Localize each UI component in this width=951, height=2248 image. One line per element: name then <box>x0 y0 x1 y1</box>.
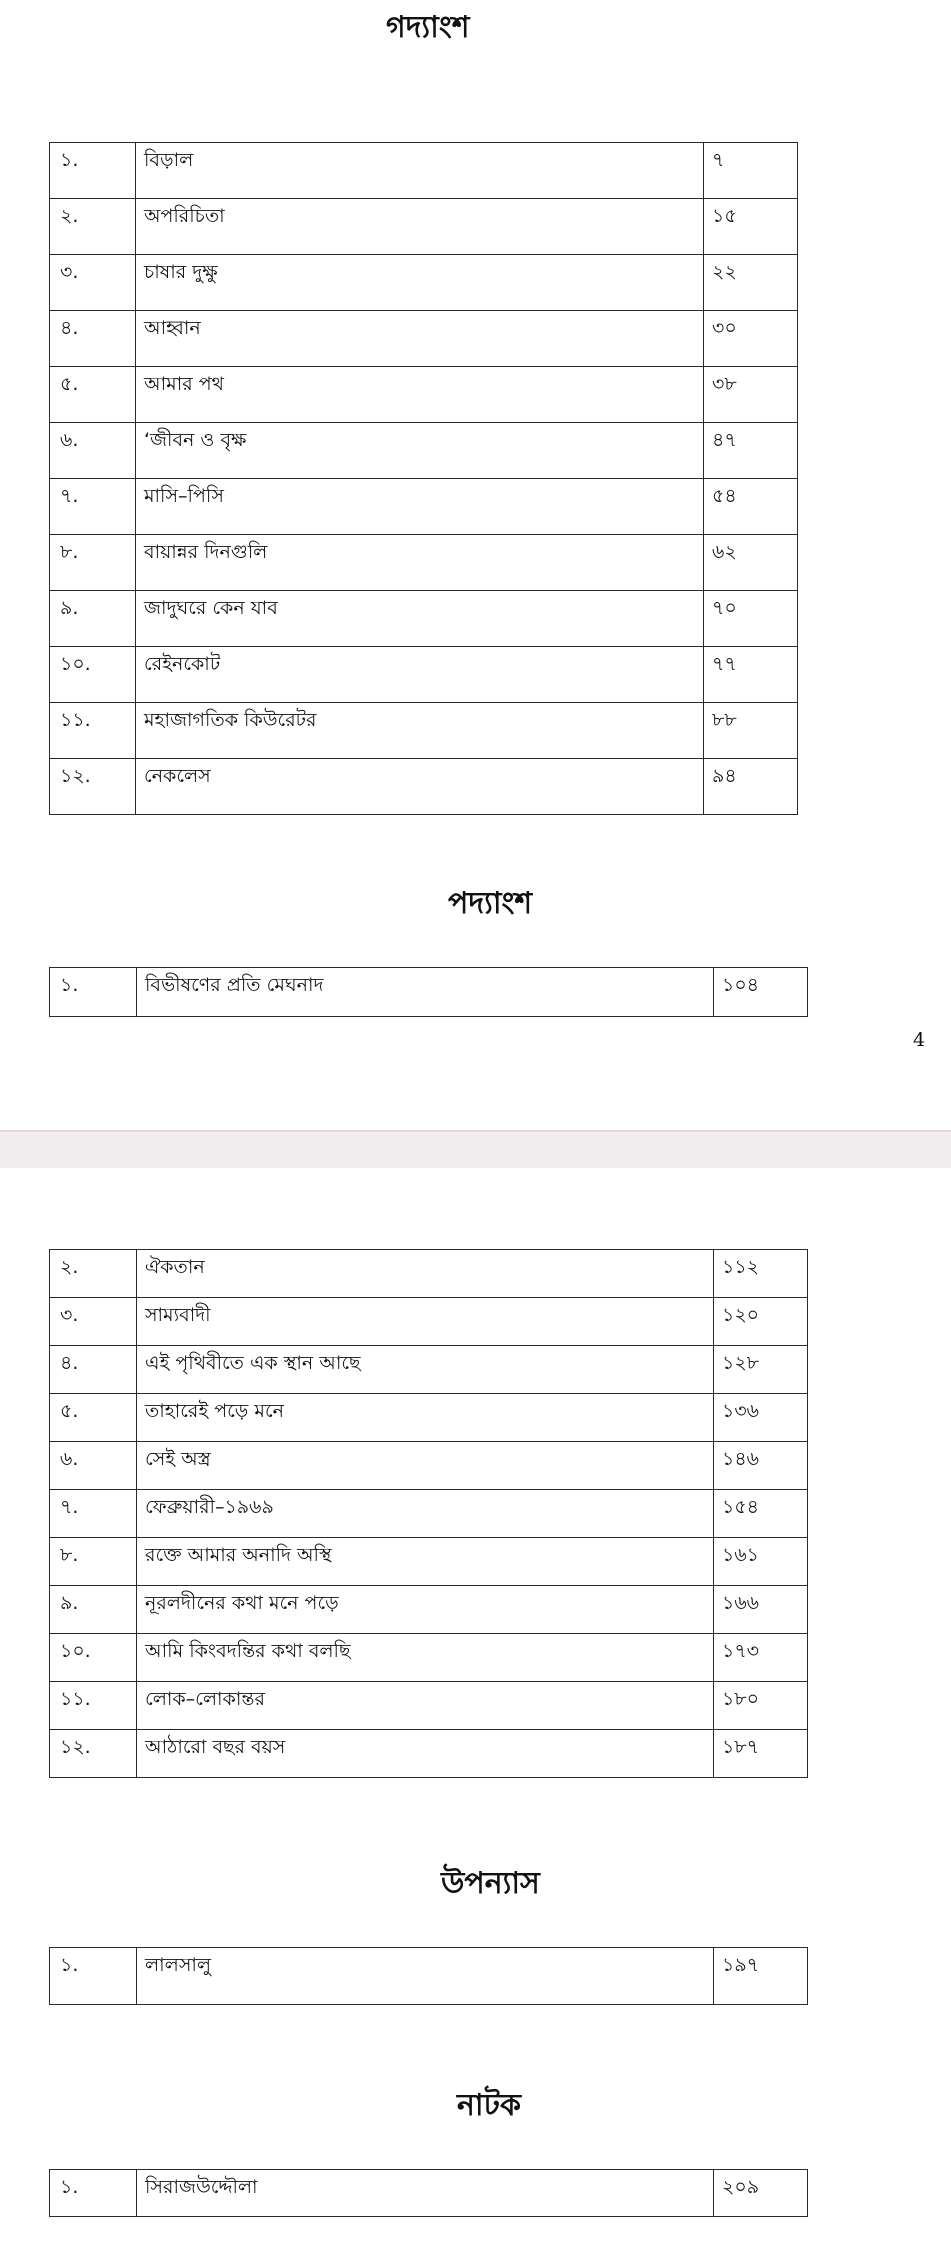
toc-entry-title: বিড়াল <box>136 143 704 199</box>
toc-entry-page: ১৫৪ <box>714 1490 808 1538</box>
toc-entry-title: মাসি–পিসি <box>136 479 704 535</box>
toc-entry-number: ১১. <box>50 1682 137 1730</box>
toc-row <box>50 1490 808 1538</box>
toc-entry-number: ১২. <box>50 1730 137 1778</box>
toc-entry-title: ঐকতান <box>137 1250 714 1298</box>
toc-entry-number: ৬. <box>50 1442 137 1490</box>
toc-entry-number: ১. <box>50 143 136 199</box>
toc-row <box>50 479 798 535</box>
toc-entry-page: ১৮০ <box>714 1682 808 1730</box>
toc-entry-number: ৫. <box>50 367 136 423</box>
toc-row <box>50 199 798 255</box>
toc-entry-page: ১৪৬ <box>714 1442 808 1490</box>
toc-entry-number: ২. <box>50 199 136 255</box>
toc-row <box>50 1346 808 1394</box>
toc-table-padyangsha-part2 <box>49 1249 808 1778</box>
toc-row <box>50 367 798 423</box>
toc-row <box>50 255 798 311</box>
toc-entry-title: লালসালু <box>137 1948 714 2005</box>
toc-entry-title: লোক–লোকান্তর <box>137 1682 714 1730</box>
toc-entry-title: ফেব্রুয়ারী–১৯৬৯ <box>137 1490 714 1538</box>
toc-row <box>50 1634 808 1682</box>
toc-row <box>50 703 798 759</box>
toc-row <box>50 535 798 591</box>
section-heading-gadyangsha: গদ্যাংশ <box>386 10 470 45</box>
toc-entry-title: সাম্যবাদী <box>137 1298 714 1346</box>
section-heading-padyangsha: পদ্যাংশ <box>448 886 533 921</box>
toc-entry-page: ৮৮ <box>704 703 798 759</box>
toc-row <box>50 647 798 703</box>
toc-row <box>50 1948 808 2005</box>
page-separator <box>0 1130 951 1168</box>
toc-entry-page: ১৯৭ <box>714 1948 808 2005</box>
toc-entry-number: ৯. <box>50 1586 137 1634</box>
toc-entry-title: আহ্বান <box>136 311 704 367</box>
toc-entry-page: ৩৮ <box>704 367 798 423</box>
toc-entry-page: ২২ <box>704 255 798 311</box>
toc-entry-page: ১৮৭ <box>714 1730 808 1778</box>
toc-entry-title: আঠারো বছর বয়স <box>137 1730 714 1778</box>
toc-entry-number: ১. <box>50 968 137 1017</box>
toc-entry-number: ৭. <box>50 1490 137 1538</box>
toc-entry-title: এই পৃথিবীতে এক স্থান আছে <box>137 1346 714 1394</box>
toc-row <box>50 423 798 479</box>
toc-entry-page: ৫৪ <box>704 479 798 535</box>
toc-entry-title: আমার পথ <box>136 367 704 423</box>
toc-entry-number: ৭. <box>50 479 136 535</box>
toc-entry-number: ৪. <box>50 311 136 367</box>
toc-entry-number: ১১. <box>50 703 136 759</box>
toc-entry-title: বায়ান্নর দিনগুলি <box>136 535 704 591</box>
toc-row <box>50 759 798 815</box>
toc-entry-page: ১৭৩ <box>714 1634 808 1682</box>
toc-row <box>50 1538 808 1586</box>
toc-entry-title: সিরাজউদ্দৌলা <box>137 2170 714 2217</box>
toc-entry-title: মহাজাগতিক কিউরেটর <box>136 703 704 759</box>
toc-entry-page: ১০৪ <box>714 968 808 1017</box>
toc-entry-number: ৪. <box>50 1346 137 1394</box>
toc-entry-page: ৩০ <box>704 311 798 367</box>
toc-entry-page: ৯৪ <box>704 759 798 815</box>
toc-entry-page: ১২৮ <box>714 1346 808 1394</box>
toc-entry-number: ২. <box>50 1250 137 1298</box>
toc-entry-page: ১২০ <box>714 1298 808 1346</box>
toc-entry-number: ১০. <box>50 647 136 703</box>
toc-entry-page: ১৩৬ <box>714 1394 808 1442</box>
toc-entry-number: ৮. <box>50 535 136 591</box>
toc-entry-number: ৫. <box>50 1394 137 1442</box>
toc-row <box>50 1730 808 1778</box>
toc-entry-title: বিভীষণের প্রতি মেঘনাদ <box>137 968 714 1017</box>
toc-entry-page: ৭৭ <box>704 647 798 703</box>
toc-entry-page: ১৬৬ <box>714 1586 808 1634</box>
toc-entry-title: জাদুঘরে কেন যাব <box>136 591 704 647</box>
toc-entry-title: রেইনকোট <box>136 647 704 703</box>
toc-entry-number: ৬. <box>50 423 136 479</box>
toc-row <box>50 1586 808 1634</box>
toc-entry-title: ‘জীবন ও বৃক্ষ <box>136 423 704 479</box>
toc-table-gadyangsha <box>49 142 798 815</box>
toc-row <box>50 1298 808 1346</box>
toc-row <box>50 1682 808 1730</box>
toc-entry-title: অপরিচিতা <box>136 199 704 255</box>
toc-table-natok <box>49 2169 808 2217</box>
toc-entry-number: ৩. <box>50 255 136 311</box>
toc-entry-title: নেকলেস <box>136 759 704 815</box>
toc-table-padyangsha-part1 <box>49 967 808 1017</box>
section-heading-upanyas: উপন্যাস <box>441 1866 540 1901</box>
section-heading-natok: নাটক <box>457 2088 521 2123</box>
toc-row <box>50 1250 808 1298</box>
toc-entry-page: ৭ <box>704 143 798 199</box>
toc-entry-title: তাহারেই পড়ে মনে <box>137 1394 714 1442</box>
toc-row <box>50 1442 808 1490</box>
toc-row <box>50 143 798 199</box>
toc-entry-number: ১. <box>50 1948 137 2005</box>
toc-row <box>50 591 798 647</box>
toc-entry-number: ৯. <box>50 591 136 647</box>
toc-entry-page: ২০৯ <box>714 2170 808 2217</box>
toc-entry-page: ১১২ <box>714 1250 808 1298</box>
toc-entry-page: ১৫ <box>704 199 798 255</box>
toc-row <box>50 2170 808 2217</box>
page-number: 4 <box>913 1029 926 1051</box>
toc-entry-title: চাষার দুক্ষু <box>136 255 704 311</box>
toc-entry-title: রক্তে আমার অনাদি অস্থি <box>137 1538 714 1586</box>
toc-entry-number: ১২. <box>50 759 136 815</box>
toc-entry-number: ৩. <box>50 1298 137 1346</box>
toc-entry-page: ৬২ <box>704 535 798 591</box>
toc-row <box>50 968 808 1017</box>
toc-entry-page: ১৬১ <box>714 1538 808 1586</box>
toc-entry-page: ৪৭ <box>704 423 798 479</box>
toc-row <box>50 1394 808 1442</box>
toc-entry-title: নূরলদীনের কথা মনে পড়ে <box>137 1586 714 1634</box>
toc-entry-title: আমি কিংবদন্তির কথা বলছি <box>137 1634 714 1682</box>
toc-entry-number: ১. <box>50 2170 137 2217</box>
toc-row <box>50 311 798 367</box>
toc-entry-page: ৭০ <box>704 591 798 647</box>
toc-entry-number: ১০. <box>50 1634 137 1682</box>
toc-entry-title: সেই অস্ত্র <box>137 1442 714 1490</box>
toc-entry-number: ৮. <box>50 1538 137 1586</box>
toc-table-upanyas <box>49 1947 808 2005</box>
